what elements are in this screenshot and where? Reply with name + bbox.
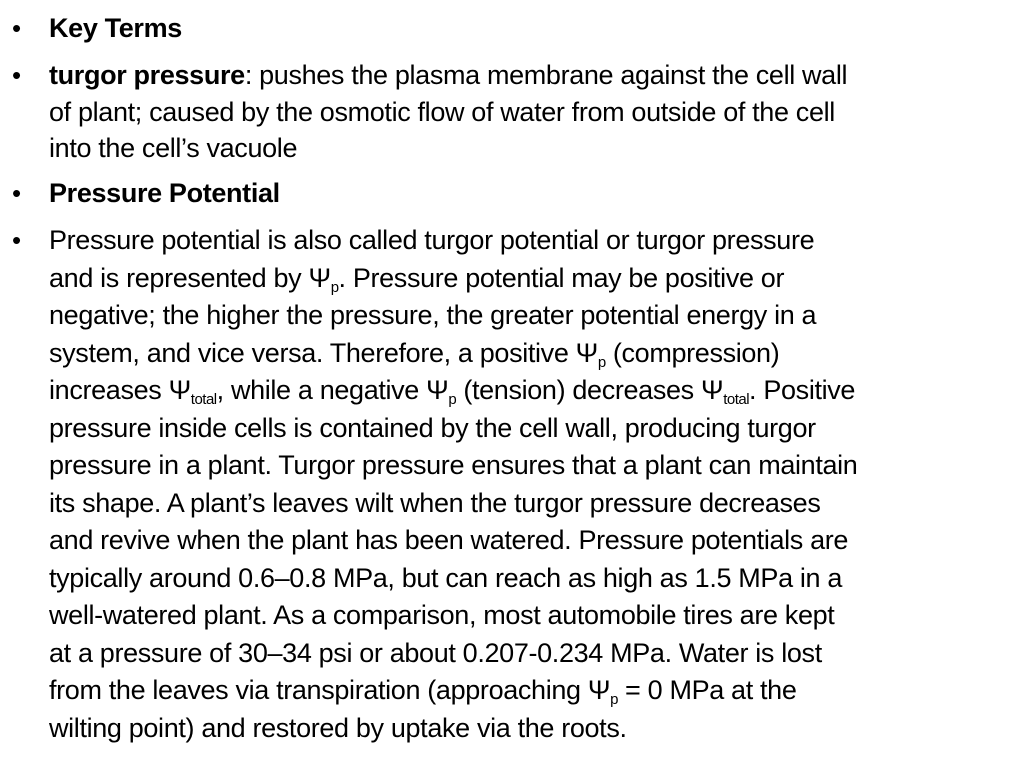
psi-symbol: Ψ <box>308 262 331 293</box>
text-run: (compression) <box>605 337 780 368</box>
bullet-icon: • <box>12 13 22 43</box>
bullet-icon: • <box>12 225 22 255</box>
turgor-pressure-definition <box>49 57 1011 167</box>
text-line: negative; the higher the pressure, the greater potential energy in a <box>49 300 817 330</box>
pressure-potential-heading: Pressure Potential <box>49 178 280 208</box>
text-line: pressure inside cells is contained by the cell wall, producing turgor <box>49 412 816 443</box>
subscript-total: total <box>723 391 750 408</box>
subscript-total: total <box>190 391 217 408</box>
text-run: . Pressure potential may be positive or <box>338 262 785 293</box>
text-line: Pressure potential is also called turgor potential or turgor pressure <box>49 225 815 255</box>
text-run: system, and vice versa. Therefore, a positive <box>49 337 576 368</box>
bullet-icon: • <box>12 178 22 208</box>
subscript-p: p <box>448 391 457 408</box>
text-line: pressure in a plant. Turgor pressure ensures that a plant can maintain <box>49 450 858 480</box>
text-line: its shape. A plant’s leaves wilt when the turgor pressure decreases <box>49 487 821 518</box>
text-line <box>49 57 1011 94</box>
definition-text: : pushes the plasma membrane against the cell wall <box>244 60 848 90</box>
text-run: increases <box>49 375 169 405</box>
bullet-icon: • <box>12 60 22 90</box>
psi-symbol: Ψ <box>700 375 724 405</box>
text-line: well-watered plant. As a comparison, most automobile tires are kept <box>49 600 835 630</box>
text-line: at a pressure of 30–34 psi or about 0.207-0.234 MPa. Water is lost <box>49 637 822 668</box>
pressure-potential-paragraph <box>49 222 1011 747</box>
text-line <box>49 672 1011 710</box>
subscript-p: p <box>330 278 339 296</box>
term-turgor-pressure: turgor pressure <box>49 60 245 90</box>
psi-symbol: Ψ <box>587 675 611 705</box>
text-line <box>49 260 1011 298</box>
subscript-p: p <box>597 353 606 371</box>
text-line: of plant; caused by the osmotic flow of water from outside of the cell <box>49 96 835 127</box>
subscript-p: p <box>610 691 618 708</box>
psi-symbol: Ψ <box>426 375 449 405</box>
text-line: wilting point) and restored by uptake via the roots. <box>49 712 627 743</box>
text-line: and revive when the plant has been watered. Pressure potentials are <box>49 525 849 555</box>
psi-symbol: Ψ <box>168 375 191 405</box>
text-run: from the leaves via transpiration (approaching <box>49 675 588 705</box>
key-terms-heading: Key Terms <box>49 13 182 43</box>
text-run: (tension) decreases <box>456 375 701 405</box>
text-line: typically around 0.6–0.8 MPa, but can reach as high as 1.5 MPa in a <box>49 562 843 593</box>
psi-symbol: Ψ <box>575 337 598 368</box>
text-run: and is represented by <box>49 262 309 293</box>
text-line: into the cell’s vacuole <box>49 133 298 163</box>
text-run: . Positive <box>749 375 856 405</box>
text-run: = 0 MPa at the <box>617 675 797 705</box>
text-line <box>49 372 1011 410</box>
text-run: , while a negative <box>216 375 427 405</box>
text-line <box>49 335 1011 373</box>
